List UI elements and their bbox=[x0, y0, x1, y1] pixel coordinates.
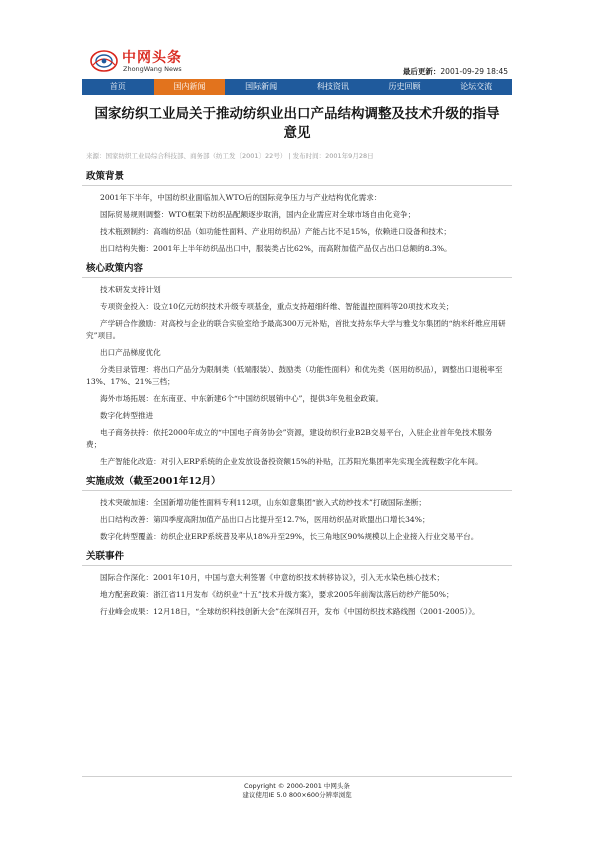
paragraph: 技术突破加速：全国新增功能性面料专利112项，山东如意集团“嵌入式纺纱技术”打破国际垄断； bbox=[100, 498, 427, 507]
site-footer bbox=[82, 776, 512, 800]
paragraph: 行业峰会成果：12月18日，“全球纺织科技创新大会”在深圳召开，发布《中国纺织技术路线图（2001-2005）》。 bbox=[100, 607, 480, 616]
site-logo[interactable] bbox=[90, 46, 210, 76]
section-title: 核心政策内容 bbox=[82, 260, 512, 278]
paragraph: 地方配套政策：浙江省11月发布《纺织业“十五”技术升级方案》，要求2005年前淘汰落后纺纱产能50%； bbox=[100, 590, 454, 599]
nav-item-tech-news[interactable]: 科技资讯 bbox=[316, 82, 349, 91]
paragraph: 分类目录管理：将出口产品分为限制类（低端服装）、鼓励类（功能性面料）和优先类（医用纺织品），调整出口退税率至13%、17%、21%三档； bbox=[86, 365, 503, 386]
paragraph: 2001年下半年，中国纺织业面临加入WTO后的国际竞争压力与产业结构优化需求： bbox=[100, 193, 382, 202]
article-section bbox=[82, 168, 512, 255]
paragraph: 海外市场拓展：在东南亚、中东新建6个“中国纺织展销中心”，提供3年免租金政策。 bbox=[100, 394, 384, 403]
nav-item-home[interactable]: 首页 bbox=[109, 82, 126, 91]
nav-item-forum[interactable]: 论坛交流 bbox=[460, 82, 493, 91]
article-section bbox=[82, 548, 512, 618]
article bbox=[82, 105, 512, 623]
paragraph: 技术瓶颈制约：高端纺织品（如功能性面料、产业用纺织品）产能占比不足15%，依赖进口设备和技术； bbox=[100, 227, 451, 236]
nav-item-history[interactable]: 历史回顾 bbox=[388, 82, 421, 91]
paragraph: 国际合作深化：2001年10月，中国与意大利签署《中意纺织技术转移协议》，引入无水染色核心技术； bbox=[100, 573, 445, 582]
paragraph: 生产智能化改造：对引入ERP系统的企业发放设备投资额15%的补贴，江苏阳光集团率先实现全流程数字化车间。 bbox=[100, 457, 483, 466]
paragraph: 数字化转型覆盖：纺织企业ERP系统普及率从18%升至29%，长三角地区90%规模以上企业接入行业交易平台。 bbox=[100, 532, 479, 541]
section-title: 政策背景 bbox=[82, 168, 512, 186]
logo-subtitle: ZhongWang News bbox=[123, 65, 182, 73]
paragraph: 专项资金投入：设立10亿元纺织技术升级专项基金，重点支持超细纤维、智能温控面料等20项技术攻关； bbox=[100, 302, 454, 311]
article-title: 国家纺织工业局关于推动纺织业出口产品结构调整及技术升级的指导意见 bbox=[94, 106, 500, 141]
main-nav bbox=[82, 79, 512, 95]
article-section bbox=[82, 260, 512, 468]
nav-item-domestic-news[interactable]: 国内新闻 bbox=[154, 79, 226, 95]
nav-item-international-news[interactable]: 国际新闻 bbox=[245, 82, 278, 91]
logo-icon bbox=[90, 49, 118, 73]
paragraph: 产学研合作激励：对高校与企业的联合实验室给予最高300万元补贴，首批支持东华大学与雅戈尔集团的“纳米纤维应用研究”项目。 bbox=[86, 319, 506, 340]
section-subheading: 数字化转型推进 bbox=[100, 411, 154, 420]
article-section bbox=[82, 473, 512, 543]
section-title: 实施成效（截至2001年12月） bbox=[82, 473, 512, 491]
copyright-text: Copyright © 2000-2001 中网头条 bbox=[244, 782, 350, 790]
paragraph: 电子商务扶持：依托2000年成立的“中国电子商务协会”资源，建设纺织行业B2B交易平台，入驻企业首年免技术服务费； bbox=[86, 428, 493, 449]
site-header bbox=[82, 44, 512, 78]
last-updated-label: 最后更新： bbox=[402, 67, 441, 76]
paragraph: 出口结构改善：第四季度高附加值产品出口占比提升至12.7%，医用纺织品对欧盟出口增长34%； bbox=[100, 515, 430, 524]
paragraph: 出口结构失衡：2001年上半年纺织品出口中，服装类占比62%，而高附加值产品仅占出口总额的8.3%。 bbox=[100, 244, 452, 253]
paragraph: 国际贸易规则调整：WTO框架下纺织品配额逐步取消，国内企业需应对全球市场自由化竞争； bbox=[100, 210, 416, 219]
section-title: 关联事件 bbox=[82, 548, 512, 566]
article-body bbox=[82, 168, 512, 618]
browser-note: 建议使用IE 5.0 800×600分辨率浏览 bbox=[242, 791, 352, 799]
last-updated bbox=[403, 66, 508, 77]
last-updated-time: 2001-09-29 18:45 bbox=[440, 67, 508, 76]
logo-title: 中网头条 bbox=[122, 50, 182, 66]
article-source: 来源：国家纺织工业局综合科技部、商务部（纺工发〔2001〕22号） | 发布时间：2001年9月28日 bbox=[86, 152, 374, 160]
section-subheading: 技术研发支持计划 bbox=[100, 285, 161, 294]
section-subheading: 出口产品梯度优化 bbox=[100, 348, 161, 357]
